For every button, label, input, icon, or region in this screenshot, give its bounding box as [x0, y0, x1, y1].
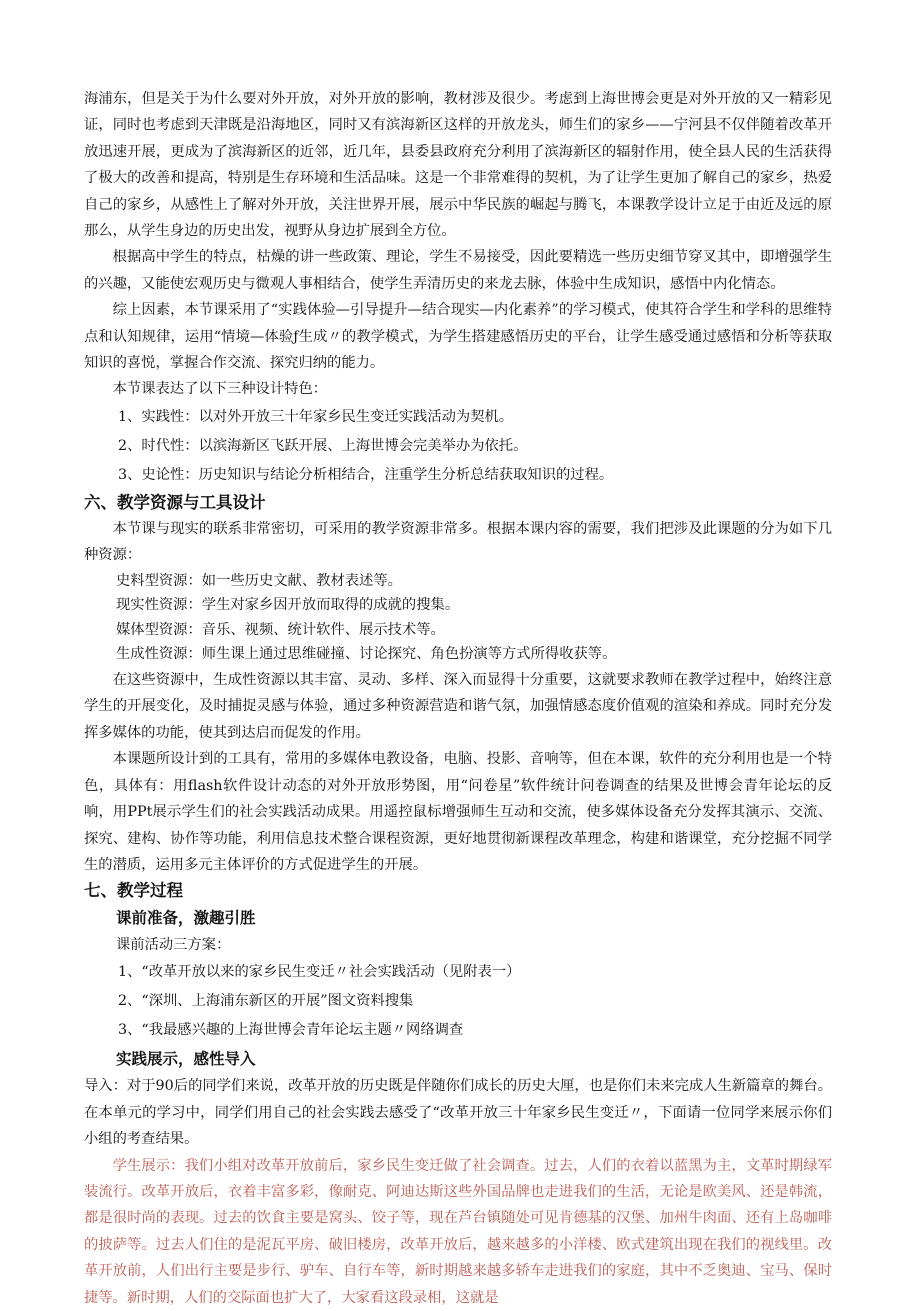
section-6-paragraph-1: 在这些资源中，生成性资源以其丰富、灵动、多样、深入而显得十分重要，这就要求教师在教学过程中，始终注意学生的开展变化，及时捕捉灵感与体验，通过多种资源营造和谐气氛，加强情感态度价值观的渲染和养成。同时充分发挥多媒体的功能，使其到达启而促发的作用。: [84, 672, 832, 741]
lead-in-paragraph: 导入：对于90后的同学们来说，改革开放的历史既是伴随你们成长的历史大厘，也是你们未来完成人生新篇章的舞台。在本单元的学习中，同学们用自己的社会实践去感受了“改革开放三十年家乡民生变迁〃，下面请一位同学来展示你们小组的考查结果。: [84, 1078, 832, 1148]
subheading-practice-display: 实践展示，感性导入: [116, 1050, 256, 1069]
section-6-lead: 本节课与现实的联系非常密切，可采用的教学资源非常多。根据本课内容的需要，我们把涉及此课题的分为如下几种资源：: [84, 520, 832, 564]
subheading-preparation: 课前准备，激趣引胜: [116, 909, 256, 928]
feature-item-1: 1、实践性：以对外开放三十年家乡民生变迁实践活动为契机。: [118, 408, 514, 425]
resource-item-4: 生成性资源：师生课上通过思维碰撞、讨论探究、角色扮演等方式所得收获等。: [116, 646, 617, 663]
features-lead: 本节课表达了以下三种设计特色：: [112, 381, 328, 398]
intro-paragraph-2: 根据高中学生的特点，枯燥的讲一些政策、理论，学生不易接受，因此要精选一些历史细节穿叉其中，即增强学生的兴趣，又能使宏观历史与微观人事相结合，使学生弄清历史的来龙去脉，体验中生成知识，感悟中内化情态。: [84, 249, 832, 292]
resource-item-1: 史料型资源：如一些历史文献、教材表述等。: [116, 572, 402, 589]
section-7-heading: 七、教学过程: [84, 881, 183, 901]
student-presentation: 学生展示：我们小组对改革开放前后，家乡民生变迁做了社会调查。过去，人们的衣着以蓝黑为主，文革时期绿军装流行。改革开放后，衣着丰富多彩，像耐克、阿迪达斯这些外国品牌也走进我们的生活，无论是欧美风、还是韩流，都是很时尚的表现。过去的饮食主要是窝头、饺子等，现在芦台镇随处可见肯德基的汉堡、加州牛肉面、还有上岛咖啡的披萨等。过去人们住的是泥瓦平房、破旧楼房，改革开放后，越来越多的小洋楼、欧式建筑出现在我们的视线里。改革开放前，人们出行主要是步行、驴车、自行车等，新时期越来越多轿车走进我们的家庭，其中不乏奥迪、宝马、保时捷等。新时期，人们的交际面也扩大了，大家看这段录相，这就是: [84, 1157, 832, 1306]
section-6-heading: 六、教学资源与工具设计: [84, 492, 266, 512]
resource-item-3: 媒体型资源：音乐、视频、统计软件、展示技术等。: [116, 621, 445, 638]
feature-item-2: 2、时代性：以滨海新区飞跃开展、上海世博会完美举办为依托。: [118, 437, 528, 454]
intro-paragraph-3: 综上因素，本节课采用了“实践体验—引导提升—结合现实—内化素养”的学习模式，使其符合学生和学科的思维特点和认知规律，运用“情境—体验ƒ生成〃的教学模式，为学生搭建感悟历史的平台，让学生感受通过感悟和分析等获取知识的喜悦，掌握合作交流、探究归纳的能力。: [84, 302, 832, 372]
plans-intro: 课前活动三方案：: [116, 937, 231, 954]
plan-item-1: 1、“改革开放以来的家乡民生变迁〃社会实践活动（见附表一）: [118, 964, 521, 981]
section-6-paragraph-2: 本课题所设计到的工具有，常用的多媒体电教设备，电脑、投影、音响等，但在本课，软件的充分利用也是一个特色，具体有：用flash软件设计动态的对外开放形势图，用“问卷星”软件统计问卷调查的结果及世博会青年论坛的反响，用PPt展示学生们的社会实践活动成果。用遥控鼠标增强师生互动和交流，使多媒体设备充分发挥其演示、交流、探究、建构、协作等功能，利用信息技术整合课程资源，更好地贯彻新课程改革理念，构建和谐课堂，充分挖掘不同学生的潜质，运用多元主体评价的方式促进学生的开展。: [84, 751, 832, 873]
plan-item-3: 3、“我最感兴趣的上海世博会青年论坛主题〃网络调查: [118, 1022, 464, 1039]
resource-item-2: 现实性资源：学生对家乡因开放而取得的成就的搜集。: [116, 597, 460, 614]
plan-item-2: 2、“深圳、上海浦东新区的开展”图文资料搜集: [118, 993, 414, 1010]
feature-item-3: 3、史论性：历史知识与结论分析相结合，注重学生分析总结获取知识的过程。: [118, 466, 614, 483]
intro-paragraph-1: 海浦东，但是关于为什么要对外开放，对外开放的影响，教材涉及很少。考虑到上海世博会更是对外开放的又一精彩见证，同时也考虑到天津既是沿海地区，同时又有滨海新区这样的开放龙头，师生们的家乡——宁河县不仅伴随着改革开放迅速开展，更成为了滨海新区的近邻，近几年，县委县政府充分利用了滨海新区的辐射作用，使全县人民的生活获得了极大的改善和提高，特别是生存环境和生活品味。这是一个非常难得的契机，为了让学生更加了解自己的家乡，热爱自己的家乡，从感性上了解对外开放，关注世界开展，展示中华民族的崛起与腾飞，本课教学设计立足于由近及远的原那么，从学生身边的历史出发，视野从身边扩展到全方位。: [84, 91, 832, 240]
document-page: [84, 86, 832, 1311]
